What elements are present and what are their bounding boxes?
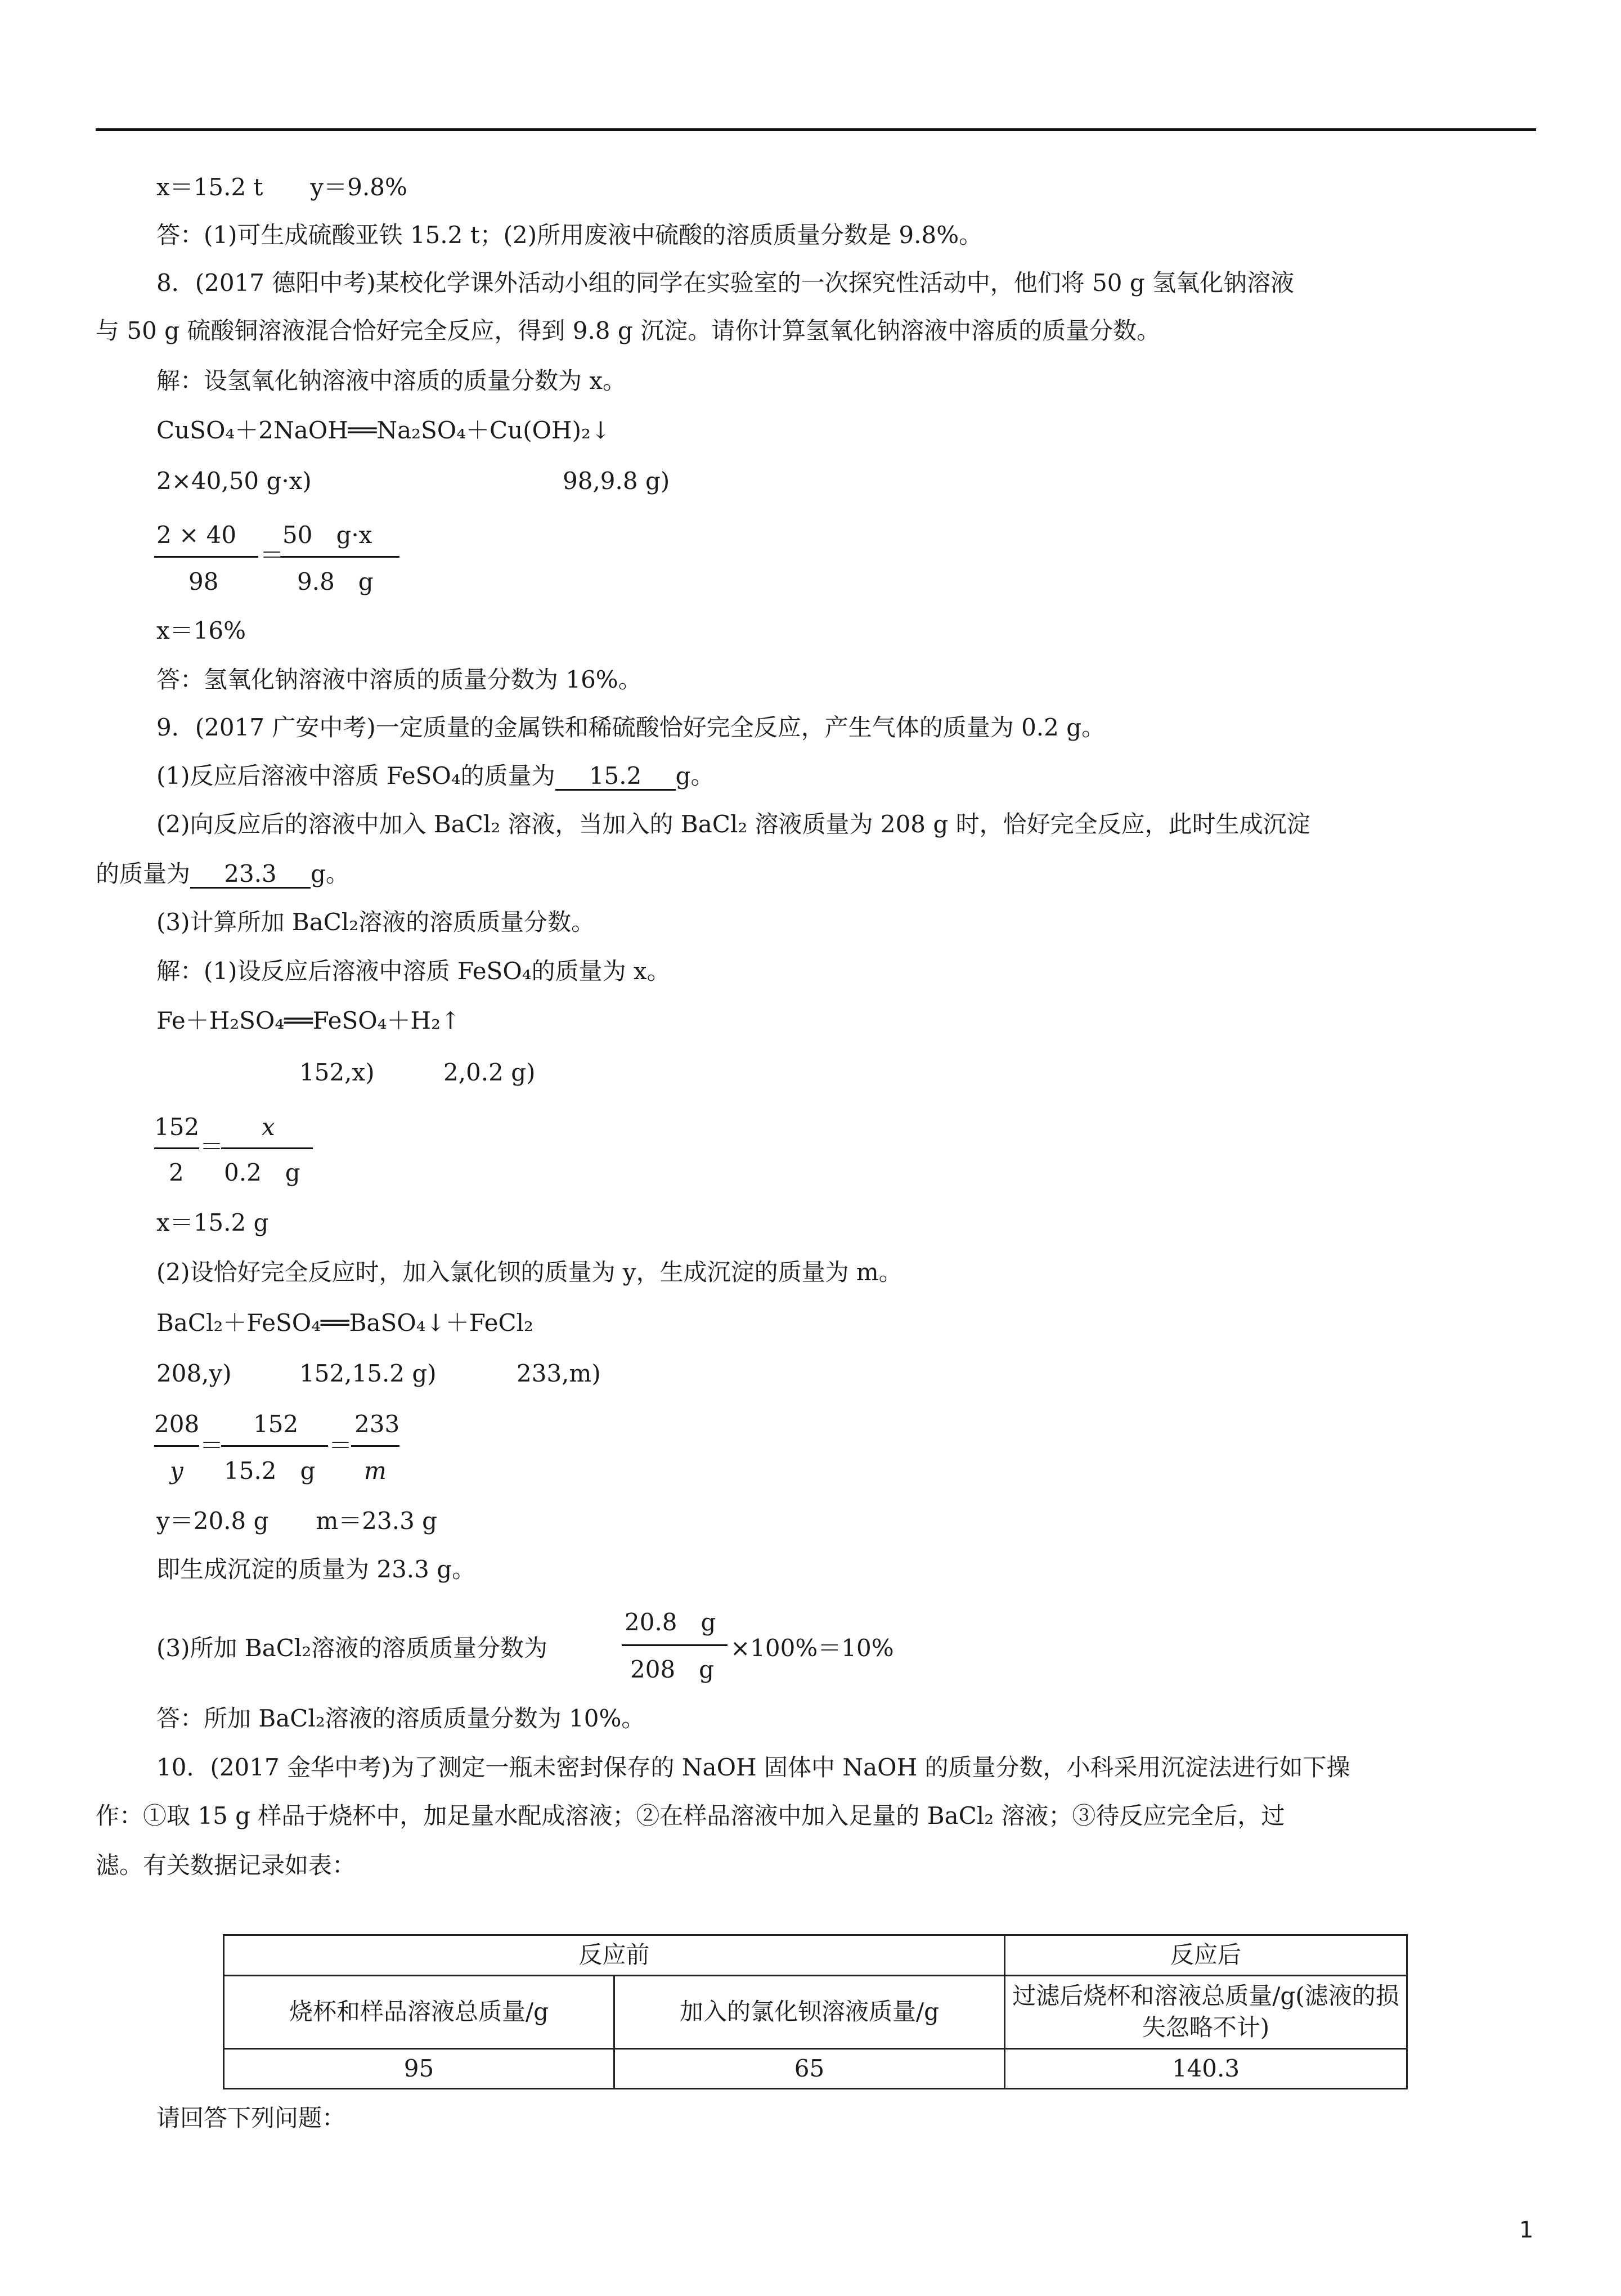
question-text: 的质量为 — [96, 860, 191, 887]
fraction-numerator: 20.8 g — [625, 1608, 716, 1636]
fraction-numerator: 50 g·x — [282, 521, 372, 549]
text-line — [96, 861, 349, 889]
fraction-denominator: 9.8 g — [297, 568, 374, 595]
fraction-denominator: y — [170, 1457, 183, 1485]
fraction-denominator: m — [364, 1457, 387, 1485]
table-cell: 95 — [224, 2048, 614, 2089]
table-cell: 65 — [614, 2048, 1004, 2089]
fraction-bar — [280, 556, 399, 558]
equation-ratio: 152,x) — [299, 1059, 375, 1086]
chemical-equation: Fe＋H₂SO₄══FeSO₄＋H₂↑ — [156, 1007, 461, 1034]
text-line: (2)向反应后的溶液中加入 BaCl₂ 溶液，当加入的 BaCl₂ 溶液质量为 208 g 时，恰好完全反应，此时生成沉淀 — [156, 810, 1310, 838]
fraction-bar — [221, 1445, 328, 1447]
question-text: g。 — [675, 762, 715, 790]
table-header-cell: 过滤后烧杯和溶液总质量/g(滤液的损失忽略不计) — [1004, 1975, 1407, 2048]
chemical-equation: CuSO₄＋2NaOH══Na₂SO₄＋Cu(OH)₂↓ — [156, 416, 611, 444]
text-line: (3)计算所加 BaCl₂溶液的溶质质量分数。 — [156, 908, 595, 936]
equation-ratio: 233,m) — [517, 1360, 601, 1387]
table-row — [224, 2048, 1407, 2089]
fraction-numerator: 152 — [253, 1410, 299, 1438]
top-rule — [96, 128, 1536, 131]
text-line: 答：所加 BaCl₂溶液的溶质质量分数为 10%。 — [156, 1705, 645, 1732]
text-line: (2)设恰好完全反应时，加入氯化钡的质量为 y，生成沉淀的质量为 m。 — [156, 1258, 902, 1286]
fraction-bar — [622, 1644, 728, 1646]
data-table — [223, 1934, 1408, 2089]
fraction-numerator: 2 × 40 — [156, 521, 237, 549]
table-header-cell: 烧杯和样品溶液总质量/g — [224, 1975, 614, 2048]
table-group-header: 反应前 — [224, 1935, 1005, 1976]
text-line: x＝15.2 g — [156, 1209, 269, 1236]
problem-9-heading: 9．(2017 广安中考)一定质量的金属铁和稀硫酸恰好完全反应，产生气体的质量为 0.2 g。 — [156, 714, 1106, 741]
fraction-denominator: 2 — [169, 1159, 184, 1186]
chemical-equation: BaCl₂＋FeSO₄══BaSO₄↓＋FeCl₂ — [156, 1309, 533, 1337]
fraction-denominator: 208 g — [630, 1656, 715, 1683]
problem-10-heading: 10．(2017 金华中考)为了测定一瓶未密封保存的 NaOH 固体中 NaOH 的质量分数，小科采用沉淀法进行如下操 — [156, 1754, 1350, 1781]
equation-ratio: 2×40,50 g·x) — [156, 467, 312, 495]
equation-ratio: 98,9.8 g) — [563, 467, 670, 495]
text-line: 即生成沉淀的质量为 23.3 g。 — [156, 1555, 476, 1583]
table-group-header: 反应后 — [1004, 1935, 1407, 1976]
fraction-denominator: 15.2 g — [224, 1457, 316, 1485]
fraction-bar — [221, 1147, 313, 1149]
text-line — [156, 763, 714, 791]
problem-8-heading: 8．(2017 德阳中考)某校化学课外活动小组的同学在实验室的一次探究性活动中，他们将 50 g 氢氧化钠溶液 — [156, 269, 1295, 297]
fraction-numerator: 208 — [154, 1410, 200, 1438]
text-line: ×100%＝10% — [730, 1634, 894, 1662]
table-row — [224, 1935, 1407, 1976]
text-line: 滤。有关数据记录如表： — [96, 1851, 356, 1879]
text-line: (3)所加 BaCl₂溶液的溶质质量分数为 — [156, 1634, 548, 1662]
fraction-numerator: x — [262, 1113, 275, 1141]
text-line: 请回答下列问题： — [156, 2104, 346, 2132]
equation-ratio: 208,y) — [156, 1360, 232, 1387]
equation-ratio: 152,15.2 g) — [299, 1360, 437, 1387]
fraction-bar — [154, 1147, 199, 1149]
equals-sign: ＝ — [200, 1133, 224, 1160]
equals-sign: ＝ — [329, 1432, 353, 1459]
equals-sign: ＝ — [200, 1432, 224, 1459]
question-text: g。 — [311, 860, 349, 887]
text-line: 解：设氢氧化钠溶液中溶质的质量分数为 x。 — [156, 367, 627, 394]
text-line: 解：(1)设反应后溶液中溶质 FeSO₄的质量为 x。 — [156, 957, 671, 985]
answer-blank: 23.3 — [190, 861, 311, 889]
fraction-bar — [351, 1445, 399, 1447]
text-line: 答：(1)可生成硫酸亚铁 15.2 t；(2)所用废液中硫酸的溶质质量分数是 9.8%。 — [156, 221, 983, 249]
table-row — [224, 1975, 1407, 2048]
text-line: y＝20.8 g m＝23.3 g — [156, 1507, 438, 1535]
answer-blank: 15.2 — [555, 763, 676, 791]
fraction-bar — [154, 1445, 199, 1447]
fraction-denominator: 0.2 g — [224, 1159, 300, 1186]
fraction-bar — [154, 556, 258, 558]
fraction-numerator: 233 — [354, 1410, 400, 1438]
text-line: x＝15.2 t y＝9.8% — [156, 173, 407, 201]
fraction-numerator: 152 — [154, 1113, 200, 1141]
equals-sign: ＝ — [260, 541, 284, 569]
table-cell: 140.3 — [1004, 2048, 1407, 2089]
text-line: x＝16% — [156, 617, 246, 644]
text-line: 作：①取 15 g 样品于烧杯中，加足量水配成溶液；②在样品溶液中加入足量的 BaCl₂ 溶液；③待反应完全后，过 — [96, 1802, 1285, 1829]
text-line: 与 50 g 硫酸铜溶液混合恰好完全反应，得到 9.8 g 沉淀。请你计算氢氧化钠溶液中溶质的质量分数。 — [96, 317, 1161, 344]
equation-ratio: 2,0.2 g) — [443, 1059, 536, 1086]
page-number: 1 — [1519, 2217, 1534, 2243]
table-header-cell: 加入的氯化钡溶液质量/g — [614, 1975, 1004, 2048]
fraction-denominator: 98 — [188, 568, 219, 595]
text-line: 答：氢氧化钠溶液中溶质的质量分数为 16%。 — [156, 666, 642, 693]
question-text: (1)反应后溶液中溶质 FeSO₄的质量为 — [156, 762, 555, 790]
